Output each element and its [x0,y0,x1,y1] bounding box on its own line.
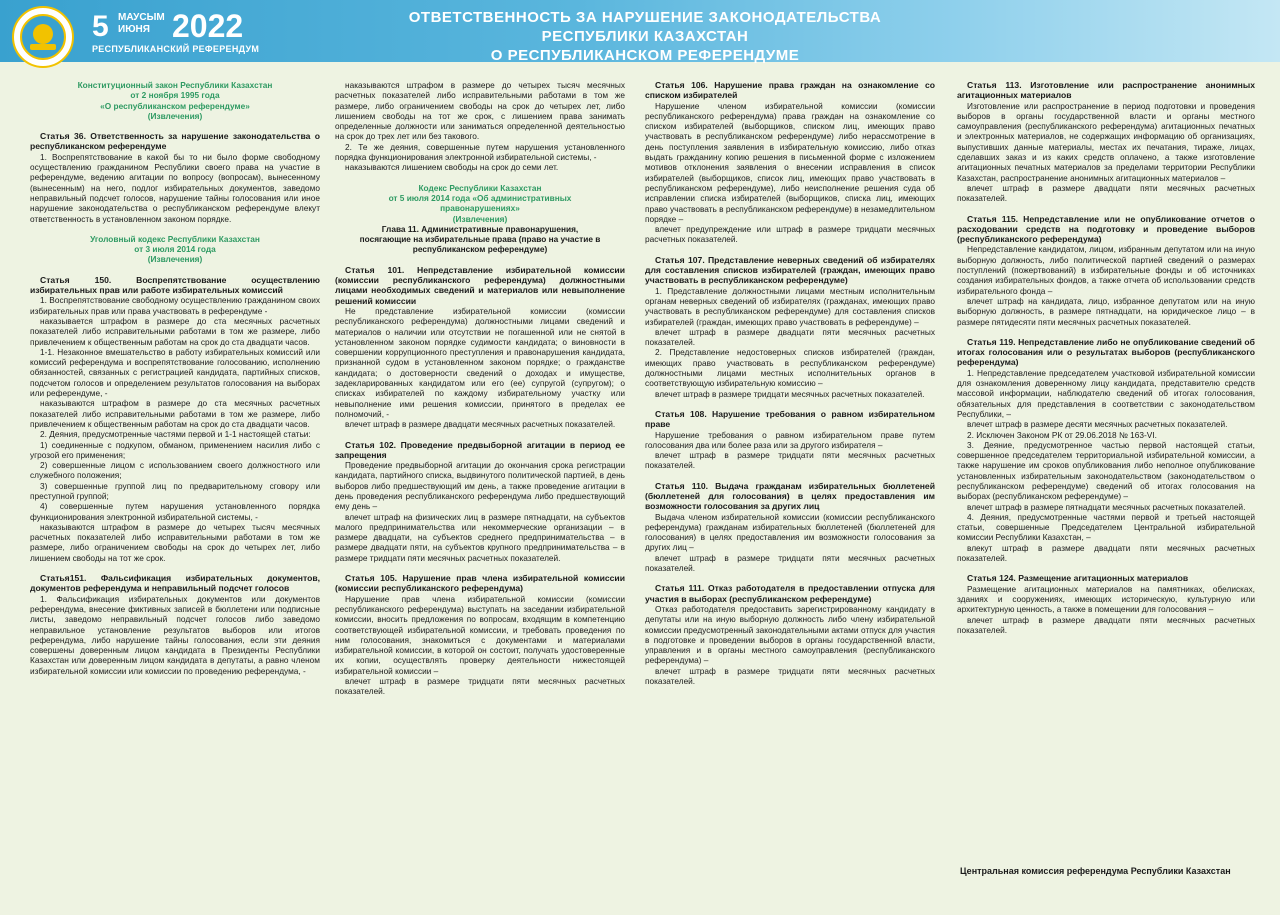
footer-signature: Центральная комиссия референдума Республики Казахстан [960,866,1231,876]
article-heading: Статья 119. Непредставление либо не опубликование сведений об итогах голосования или о результатах выборов (республиканского референдума) [957,336,1255,368]
column-4: Статья 113. Изготовление или распространение анонимных агитационных материалов Изготовление или распространение в период подготовки и проведения выборов в органы государственной власти и органы местного самоуправления (республиканского референдума) агитационных печатных и электронных материалов, не содержащих информацию об организациях, выпустивших данные материалы, местах их печатания, тираже, лицах, сделавших заказ и из каких средств оплачено, а также изготовление агитационных печатных материалов за пределами территории Республики Казахстан, распространение анонимных агитационных материалов – влечет штраф в размере двадцати пяти месячных расчетных показателей. Статья 115. Непредставление или не опубликование отчетов о расходовании средств на подготовку и проведение выборов (республиканского референдума) Непредставление кандидатом, лицом, избранным депутатом или на иную выборную должность, либо политической партией сведений о размерах поступлений (пожертвований) в избирательные фонды и об источниках создания избирательных фондов, а также отчета об использовании средств избирательного фонда – влечет штраф на кандидата, лицо, избранное депутатом или на иную выборную должность, в размере пятнадцати, на юридическое лицо – в размере пятидесяти пяти месячных расчетных показателей. Статья 119. Непредставление либо не опубликование сведений об итогах голосования или о результатах выборов (республиканского референдума) 1. Непредставление председателем участковой избирательной комиссии для ознакомления доверенному лицу кандидата, представителю средств массовой информации, наблюдателю сведений об итогах голосования, обязательных для представления в соответствии с законодательством Республики, – влечет штраф в размере десяти месячных расчетных показателей. 2. Исключен Законом РК от 29.06.2018 № 163-VI. 3. Деяние, предусмотренное частью первой настоящей статьи, совершенное председателем территориальной избирательной комиссии, а также нарушение им сроков опубликования либо неполное опубликование установленных избирательным законодательством (законодательством о республиканском референдуме) сведений об итогах голосования на выборах (республиканском референдуме) – влечет штраф в размере пятнадцати месячных расчетных показателей. 4. Деяния, предусмотренные частями первой и третьей настоящей статьи, совершенные Председателем Центральной избирательной комиссии Республики Казахстан, – влекут штраф в размере двадцати пяти месячных расчетных показателей. Статья 124. Размещение агитационных материалов Размещение агитационных материалов на памятниках, обелисках, зданиях и сооружениях, имеющих историческую, культурную или архитектурную ценность, а также в помещении для голосования – влечет штраф в размере двадцати пяти месячных расчетных показателей. [957,80,1255,635]
law-title: Конституционный закон Республики Казахстан [77,80,273,90]
chapter-title: Глава 11. Административные правонарушения, [381,223,579,234]
code-title: Кодекс Республики Казахстан [418,182,542,193]
article-heading: Статья 102. Проведение предвыборной агитации в период ее запрещения [335,439,625,460]
referendum-subtitle: РЕСПУБЛИКАНСКИЙ РЕФЕРЕНДУМ [92,44,260,54]
header-banner [0,0,1280,62]
article-heading: Статья 108. Нарушение требования о равном избирательном праве [645,408,935,430]
column-1: Конституционный закон Республики Казахстан от 2 ноября 1995 года «О республиканском референдуме» (Извлечения) Статья 36. Ответственность за нарушение законодательства о республиканском референдуме 1. Воспрепятствование в какой бы то ни было форме свободному осуществлению гражданином Республики своего права на участие в референдуме, ведению агитации по вопросу (вопросам), вынесенному (вынесенным) на него, подлог избирательных документов, заведомо неправильный подсчет голосов, нарушение тайны голосования или иное нарушение законодательства о республиканском референдуме влекут ответственность в установленном законом порядке. Уголовный кодекс Республики Казахстан от 3 июля 2014 года (Извлечения) Статья 150. Воспрепятствование осуществлению избирательных прав или работе избирательных комиссий 1. Воспрепятствование свободному осуществлению гражданином своих избирательных прав или права участвовать в референдуме - наказывается штрафом в размере до ста месячных расчетных показателей либо исправительными работами в том же размере, либо привлечением к общественным работам на срок до ста двадцати часов. 1-1. Незаконное вмешательство в работу избирательных комиссий или комиссий референдума и воспрепятствование голосованию, исполнению обязанностей, связанных с регистрацией кандидата, партийных списков, подсчетом голосов и определением результатов голосования на выборах или референдуме, - наказываются штрафом в размере до ста месячных расчетных показателей либо исправительными работами в том же размере, либо привлечением к общественным работам на срок до ста двадцати часов. 2. Деяния, предусмотренные частями первой и 1-1 настоящей статьи: 1) соединенные с подкупом, обманом, применением насилия либо с угрозой его применения; 2) совершенные лицом с использованием своего должностного или служебного положения; 3) совершенные группой лиц по предварительному сговору или преступной группой; 4) совершенные путем нарушения установленного порядка функционирования электронной избирательной системы, - наказываются штрафом в размере до четырех тысяч месячных расчетных показателей либо исправительными работами в том же размере, либо ограничением свободы на срок до четырех лет, либо лишением свободы на тот же срок. Статья151. Фальсификация избирательных документов, документов референдума и неправильный подсчет голосов 1. Фальсификация избирательных документов или документов референдума, внесение фиктивных записей в бюллетени или подписные листы, заведомо неправильный подсчет голосов либо заведомо неправильное установление результатов выборов или итогов референдума, либо нарушение тайны голосования, если эти деяния совершены доверенным лицом кандидата в Президенты Республики Казахстан или доверенным лицом кандидата в депутаты, а равно членом избирательной комиссии или комиссии по проведению референдума, - [30,80,320,676]
article-heading: Статья 115. Непредставление или не опубликование отчетов о расходовании средств на подготовку и проведение выборов (республиканского референдума) [957,213,1255,245]
article-heading: Статья 113. Изготовление или распространение анонимных агитационных материалов [957,80,1255,101]
article-heading: Статья 101. Непредставление избирательной комиссии (комиссии республиканского референдума) должностными лицами необходимых сведений и материалов или невыполнение решений комиссии [335,264,625,306]
article-heading: Статья151. Фальсификация избирательных документов, документов референдума и неправильный подсчет голосов [30,573,320,594]
article-heading: Статья 124. Размещение агитационных материалов [967,573,1189,584]
code-title: Уголовный кодекс Республики Казахстан [90,233,260,244]
page-title: ОТВЕТСТВЕННОСТЬ ЗА НАРУШЕНИЕ ЗАКОНОДАТЕЛЬСТВА РЕСПУБЛИКИ КАЗАХСТАН О РЕСПУБЛИКАНСКОМ РЕФЕРЕНДУМЕ [408,9,882,64]
column-3: Статья 106. Нарушение права граждан на ознакомление со списком избирателей Нарушение членом избирательной комиссии (комиссии республиканского референдума) права граждан на ознакомление со списком избирателей (выборщиков, списком лиц, имеющих право участвовать в республиканском референдуме) либо нерассмотрение в день поступления заявления в избирательную комиссию, либо отказ выдать гражданину копию решения в письменной форме с изложением мотивов отклонения заявления о внесении исправления в список избирателей (выборщиков, список лиц, имеющих право участвовать в республиканском референдуме), либо неисполнение решения суда об исправлении списка избирателей (выборщиков, списка лиц, имеющих право участвовать в республиканском референдуме) в незамедлительном порядке – влечет предупреждение или штраф в размере тридцати месячных расчетных показателей. Статья 107. Представление неверных сведений об избирателях для составления списков избирателей (граждан, имеющих право участвовать в республиканском референдуме) 1. Представление должностными лицами местным исполнительным органам неверных сведений об избирателях (гражданах, имеющих право участвовать в республиканском референдуме) для составления списков избирателей (граждан, имеющих право участвовать в референдуме) – влечет штраф в размере двадцати пяти месячных расчетных показателей. 2. Представление недостоверных списков избирателей (граждан, имеющих право участвовать в республиканском референдуме) должностными лицами местных исполнительных органов в соответствующую избирательную комиссию – влечет штраф в размере тридцати месячных расчетных показателей. Статья 108. Нарушение требования о равном избирательном праве Нарушение требования о равном избирательном праве путем голосования два или более раза или за другого избирателя – влечет штраф в размере тридцати пяти месячных расчетных показателей. Статья 110. Выдача гражданам избирательных бюллетеней (бюллетеней для голосования) в целях предоставления им возможности голосования за других лиц Выдача членом избирательной комиссии (комиссии республиканского референдума) гражданам избирательных бюллетеней (бюллетеней для голосования) в целях предоставления им возможности голосования за других лиц – влечет штраф в размере тридцати пяти месячных расчетных показателей. Статья 111. Отказ работодателя в предоставлении отпуска для участия в выборах (республиканском референдуме) Отказ работодателя предоставить зарегистрированному кандидату в депутаты или на иную выборную должность либо члену избирательной комиссии предусмотренный законодательными актами отпуск для участия в подготовке и проведении выборов в органы государственной власти, управления и в органы местного самоуправления (республиканского референдума) – влечет штраф в размере тридцати пяти месячных расчетных показателей. [645,80,935,687]
article-heading: Статья 150. Воспрепятствование осуществлению избирательных прав или работе избирательных комиссий [30,274,320,296]
article-heading: Статья 106. Нарушение права граждан на ознакомление со списком избирателей [645,80,935,101]
article-heading: Статья 36. Ответственность за нарушение законодательства о республиканском референдуме [30,131,320,152]
article-heading: Статья 105. Нарушение прав члена избирательной комиссии (комиссии республиканского референдума) [335,573,625,594]
referendum-emblem-icon [12,6,74,68]
article-heading: Статья 107. Представление неверных сведений об избирателях для составления списков избирателей (граждан, имеющих право участвовать в республиканском референдуме) [645,254,935,286]
article-heading: Статья 110. Выдача гражданам избирательных бюллетеней (бюллетеней для голосования) в целях предоставления им возможности голосования за других лиц [645,480,935,512]
date-day: 5 [92,10,109,43]
date-year: 2022 [172,8,244,44]
article-heading: Статья 111. Отказ работодателя в предоставлении отпуска для участия в выборах (республиканском референдуме) [645,583,935,604]
date-month: МАУСЫМ ИЮНЯ [118,12,165,35]
column-2: наказываются штрафом в размере до четырех тысяч месячных расчетных показателей либо исправительными работами в том же размере, либо ограничением свободы на срок до четырех лет, либо лишением свободы на тот же срок, с лишением права занимать определенные должности или заниматься определенной деятельностью на срок до трех лет или без такового. 2. Те же деяния, совершенные путем нарушения установленного порядка функционирования электронной избирательной системы, - наказываются лишением свободы на срок до семи лет. Кодекс Республики Казахстан от 5 июля 2014 года «Об административных правонарушениях» (Извлечения) Глава 11. Административные правонарушения, посягающие на избирательные права (право на участие в республиканском референдуме) Статья 101. Непредставление избирательной комиссии (комиссии республиканского референдума) должностными лицами необходимых сведений и материалов или невыполнение решений комиссии Не представление избирательной комиссии (комиссии республиканского референдума) должностными лицами сведений и материалов о наличии или отсутствии не погашенной или не снятой в установленном законом порядке судимости кандидата; о виновности в совершении коррупционного преступления и правонарушения кандидата, признанной судом в установленном законом порядке; о гражданстве кандидата; о достоверности сведений о доходах и имуществе, задекларированных кандидатом или его (ее) супругой (супругом); о списках избирателей по каждому избирательному участку или невыполнение ими решения комиссии, принятого в пределах ее полномочий, - влечет штраф в размере двадцати месячных расчетных показателей. Статья 102. Проведение предвыборной агитации в период ее запрещения Проведение предвыборной агитации до окончания срока регистрации кандидата, партийного списка, выдвинутого политической партией, в день выборов либо предшествующий им день, а также проведение агитации в день проведения республиканского референдума либо предшествующий ему день – влечет штраф на физических лиц в размере пятнадцати, на субъектов малого предпринимательства или некоммерческие организации – в размере двадцати, на субъектов среднего предпринимательства – в размере двадцати пяти, на субъектов крупного предпринимательства – в размере тридцати пяти месячных расчетных показателей. Статья 105. Нарушение прав члена избирательной комиссии (комиссии республиканского референдума) Нарушение прав члена избирательной комиссии (комиссии республиканского референдума) выступать на заседании избирательной комиссии, вносить предложения по вопросам, входящим в компетенцию соответствующей избирательной комиссии, и требовать проведения по ним голосования, знакомиться с документами и материалами избирательной комиссии, в которой он состоит, получать удостоверенные их копии, осуществлять проверку деятельности нижестоящей избирательной комиссии – влечет штраф в размере тридцати пяти месячных расчетных показателей. [335,80,625,697]
